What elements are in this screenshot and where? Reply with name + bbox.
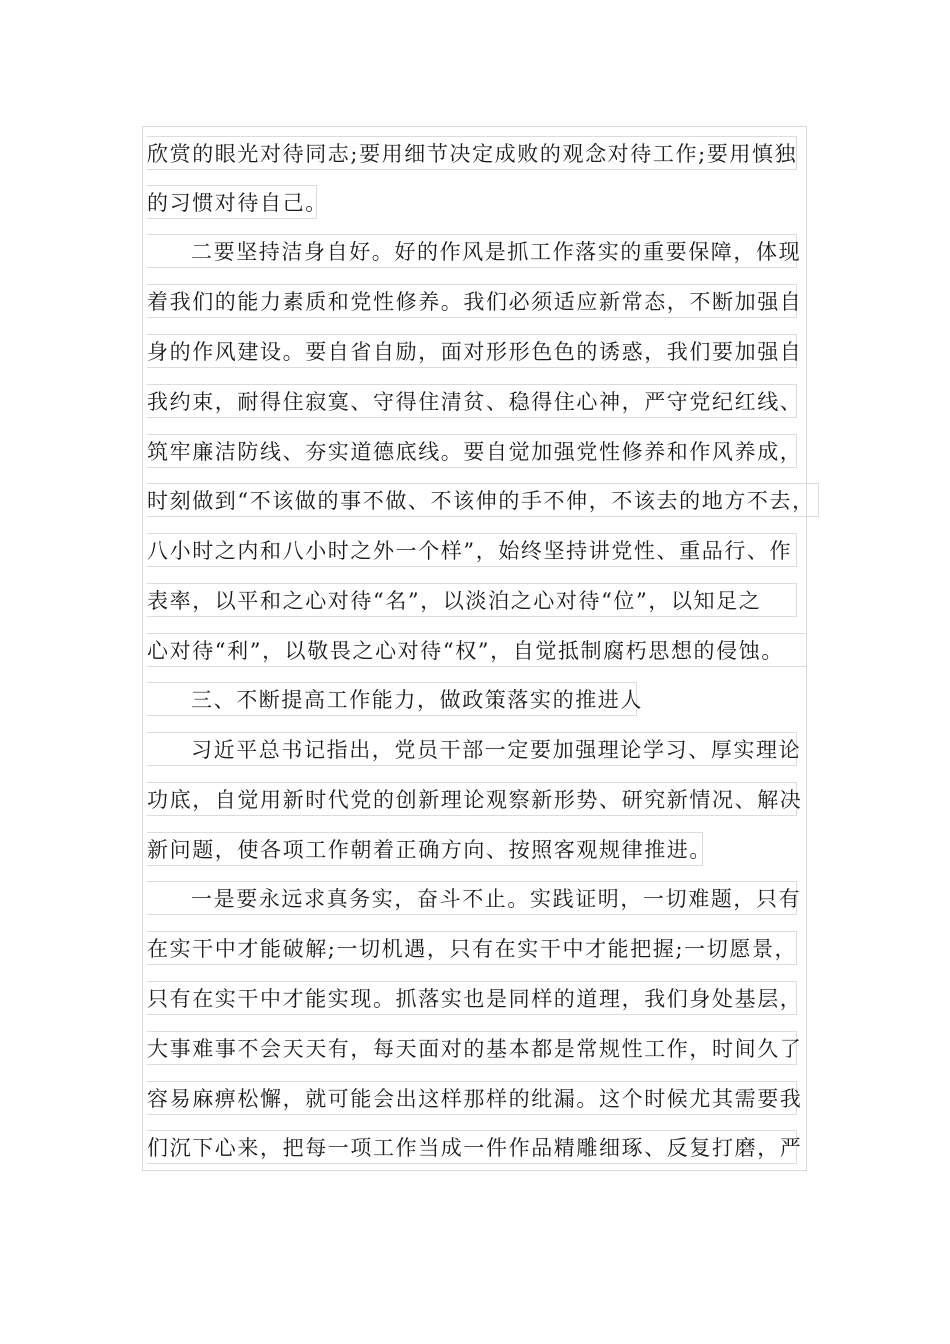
- text-line: 在实干中才能破解;一切机遇，只有在实干中才能把握;一切愿景，: [147, 931, 797, 965]
- section-heading: 三、不断提高工作能力，做政策落实的推进人: [147, 682, 637, 716]
- text-line: 身的作风建设。要自省自励，面对形形色色的诱惑，我们要加强自: [147, 334, 797, 368]
- text-line: 心对待“利”，以敬畏之心对待“权”，自觉抵制腐朽思想的侵蚀。: [147, 633, 807, 667]
- text-line: 我约束，耐得住寂寞、守得住清贫、稳得住心神，严守党纪红线、: [147, 384, 797, 418]
- text-line: 容易麻痹松懈，就可能会出这样那样的纰漏。这个时候尤其需要我: [147, 1081, 797, 1115]
- text-line: 的习惯对待自己。: [147, 185, 317, 219]
- text-line: 八小时之内和八小时之外一个样”，始终坚持讲党性、重品行、作: [147, 533, 797, 567]
- text-line: 表率，以平和之心对待“名”，以淡泊之心对待“位”，以知足之: [147, 583, 797, 617]
- text-line: 习近平总书记指出，党员干部一定要加强理论学习、厚实理论: [147, 732, 797, 766]
- text-line: 欣赏的眼光对待同志;要用细节决定成败的观念对待工作;要用慎独: [147, 136, 797, 170]
- text-line: 大事难事不会天天有，每天面对的基本都是常规性工作，时间久了: [147, 1031, 797, 1065]
- text-line: 着我们的能力素质和党性修养。我们必须适应新常态，不断加强自: [147, 284, 797, 318]
- text-line: 新问题，使各项工作朝着正确方向、按照客观规律推进。: [147, 832, 703, 866]
- text-line: 功底，自觉用新时代党的创新理论观察新形势、研究新情况、解决: [147, 782, 797, 816]
- text-line: 们沉下心来，把每一项工作当成一件作品精雕细琢、反复打磨，严: [147, 1130, 797, 1164]
- text-line: 只有在实干中才能实现。抓落实也是同样的道理，我们身处基层，: [147, 981, 797, 1015]
- text-line: 筑牢廉洁防线、夯实道德底线。要自觉加强党性修养和作风养成，: [147, 434, 797, 468]
- text-line: 一是要永远求真务实，奋斗不止。实践证明，一切难题，只有: [147, 881, 797, 915]
- text-line: 二要坚持洁身自好。好的作风是抓工作落实的重要保障，体现: [147, 234, 797, 268]
- text-line: 时刻做到“不该做的事不做、不该伸的手不伸，不该去的地方不去，: [147, 483, 819, 517]
